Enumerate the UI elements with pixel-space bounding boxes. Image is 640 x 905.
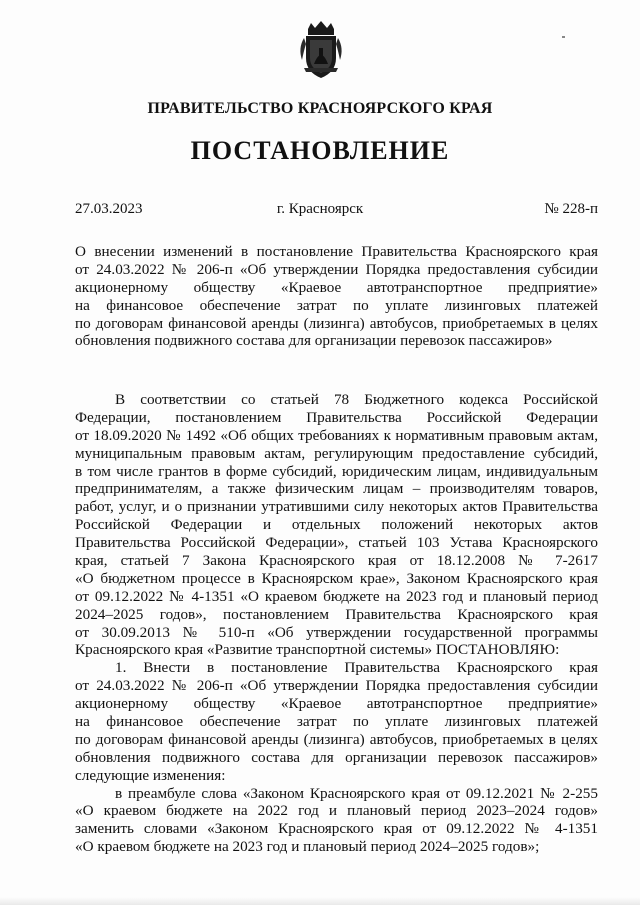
document-type-title: ПОСТАНОВЛЕНИЕ <box>190 136 450 165</box>
page-bottom-edge <box>0 897 640 905</box>
body-line: от 18.09.2020 № 1492 «Об общих требованиях к нормативным правовым актам, <box>75 426 598 444</box>
body-line: 2024–2025 годов», постановлением Правительства Красноярского края <box>75 605 598 623</box>
body-line: Красноярского края «Развитие транспортной системы» ПОСТАНОВЛЯЮ: <box>75 641 560 659</box>
body-line: по договорам финансовой аренды (лизинга) автобусов, приобретаемых в целях <box>75 730 598 748</box>
body-line: муниципальным правовым актам, регулирующим предоставление субсидий, <box>75 444 598 462</box>
body-line: Федерации, постановлением Правительства Российской Федерации <box>75 408 598 426</box>
body-line: Российской Федерации и отдельных положений некоторых актов <box>75 516 598 534</box>
document-date: 27.03.2023 <box>75 201 143 217</box>
body-line: в преамбуле слова «Законом Красноярского края от 09.12.2021 № 2-255 <box>115 784 598 802</box>
body-line: от 30.09.2013 № 510-п «Об утверждении государственной программы <box>75 623 598 641</box>
subject-line: от 24.03.2022 № 206-п «Об утверждении Порядка предоставления субсидии <box>75 260 598 278</box>
document-city: г. Красноярск <box>276 201 364 217</box>
body-line: края, статьей 7 Закона Красноярского края от 18.12.2008 № 7-2617 <box>75 552 598 570</box>
body-line: Правительства Российской Федерации», статьей 103 Устава Красноярского <box>75 534 598 552</box>
body-line: В соответствии со статьей 78 Бюджетного кодекса Российской <box>115 391 598 408</box>
government-name: ПРАВИТЕЛЬСТВО КРАСНОЯРСКОГО КРАЯ <box>147 100 493 117</box>
body-line: «О краевом бюджете на 2022 год и плановый период 2023–2024 годов» <box>75 802 598 820</box>
body-line: на финансовое обеспечение затрат по уплате лизинговых платежей <box>75 713 598 731</box>
document-subject <box>75 243 598 350</box>
body-line: акционерному обществу «Краевое автотранспортное предприятие» <box>75 695 598 713</box>
scan-speck <box>562 36 565 38</box>
body-line: «О краевом бюджете на 2023 год и плановый период 2024–2025 годов»; <box>75 838 540 856</box>
body-line: в том числе грантов в форме субсидий, юридическим лицам, индивидуальным <box>75 462 598 480</box>
body-line: от 09.12.2022 № 4-1351 «О краевом бюджете на 2023 год и плановый период <box>75 587 598 605</box>
body-line: 1. Внести в постановление Правительства Красноярского края <box>115 659 598 677</box>
body-line: работ, услуг, и о признании утратившими силу некоторых актов Правительства <box>75 498 598 516</box>
body-line: обновления подвижного состава для организации перевозок пассажиров» <box>75 748 598 766</box>
subject-line: акционерному обществу «Краевое автотранспортное предприятие» <box>75 278 598 296</box>
body-line: предпринимателям, а также физическим лицам – производителям товаров, <box>75 480 598 498</box>
body-line: от 24.03.2022 № 206-п «Об утверждении Порядка предоставления субсидии <box>75 677 598 695</box>
document-body <box>75 391 598 856</box>
krasnoyarsk-coat-of-arms-icon <box>296 20 346 80</box>
document-number: № 228-п <box>544 201 598 217</box>
subject-line: О внесении изменений в постановление Правительства Красноярского края <box>75 243 598 260</box>
subject-line: по договорам финансовой аренды (лизинга) автобусов, приобретаемых в целях <box>75 314 598 332</box>
body-line: заменить словами «Законом Красноярского края от 09.12.2022 № 4-1351 <box>75 820 598 838</box>
subject-line: на финансовое обеспечение затрат по уплате лизинговых платежей <box>75 296 598 314</box>
subject-line: обновления подвижного состава для организации перевозок пассажиров» <box>75 332 553 350</box>
body-line: следующие изменения: <box>75 766 226 784</box>
body-line: «О бюджетном процессе в Красноярском крае», Законом Красноярского края <box>75 569 598 587</box>
